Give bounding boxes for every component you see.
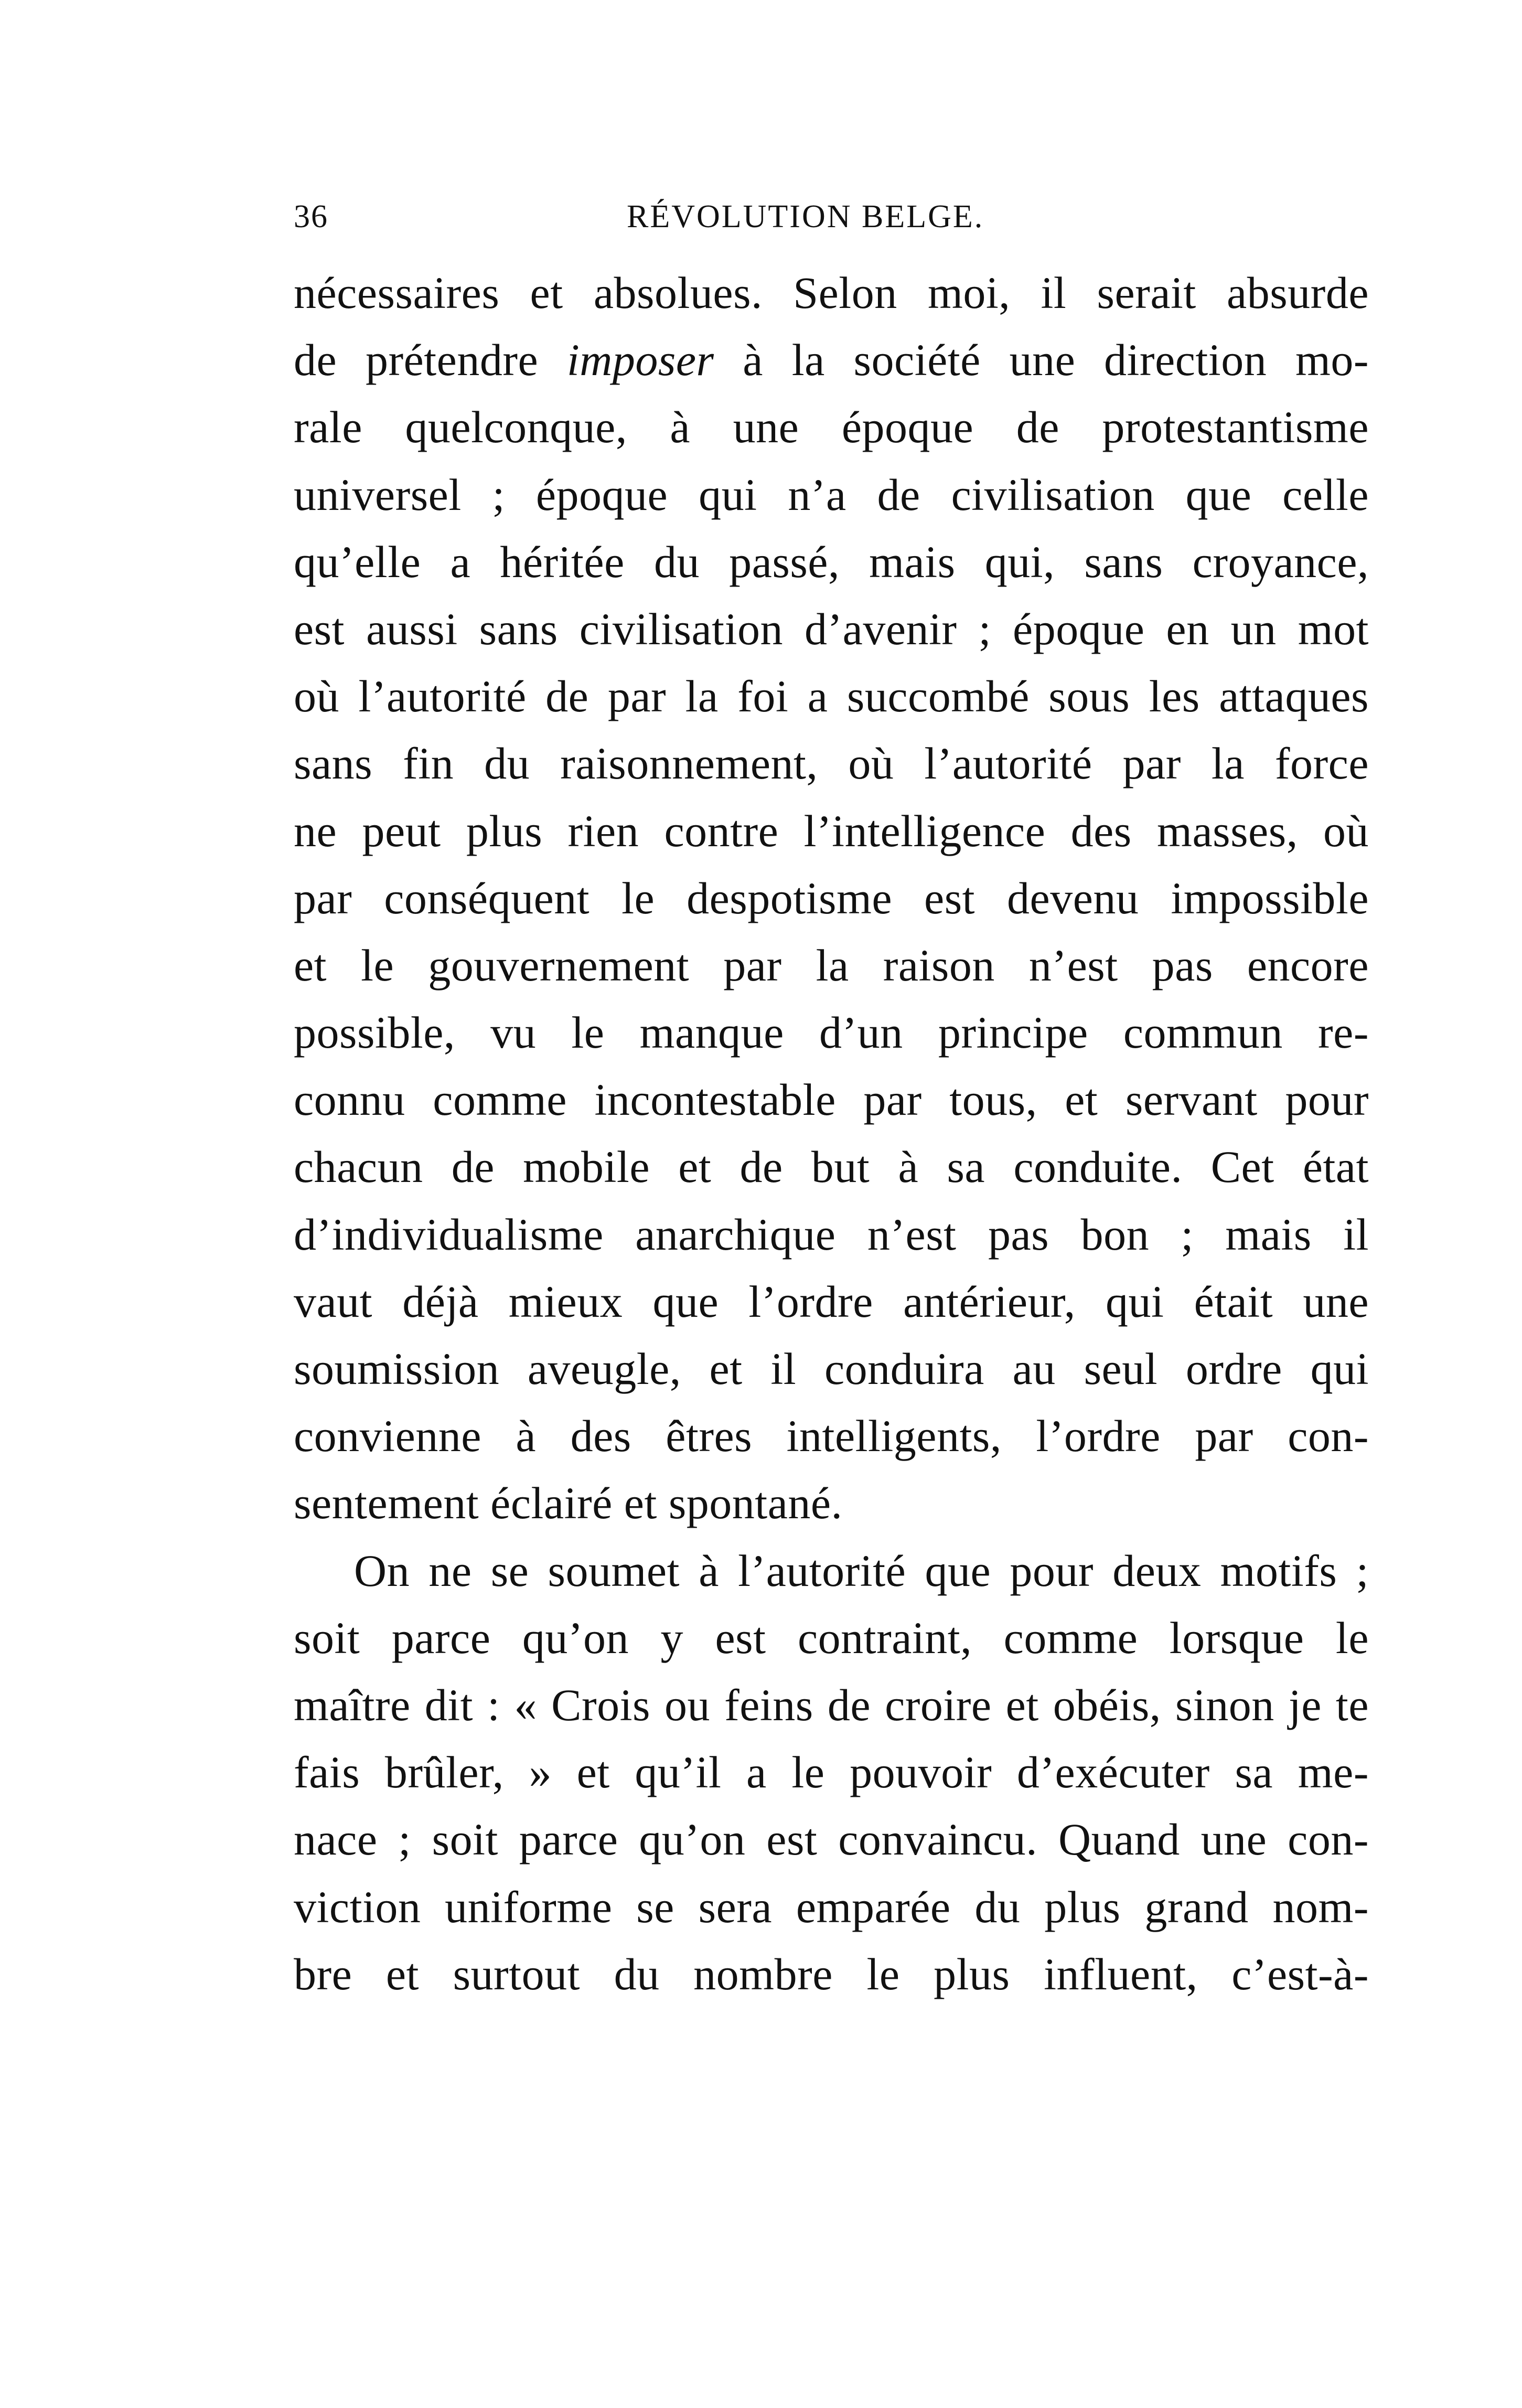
text-line: viction uniforme se sera emparée du plus grand nom-: [294, 1881, 1369, 1932]
text-line: connu comme incontestable par tous, et servant pour: [294, 1074, 1369, 1125]
text-line: possible, vu le manque d’un principe commun re-: [294, 1007, 1369, 1058]
running-title: RÉVOLUTION BELGE.: [627, 199, 984, 235]
text-line: nécessaires et absolues. Selon moi, il serait absurde: [294, 268, 1369, 318]
text-segment: de prétendre: [294, 335, 567, 386]
text-line: ne peut plus rien contre l’intelligence des masses, où: [294, 805, 1369, 856]
running-header: [294, 193, 1290, 240]
text-line-with-emphasis: [294, 326, 1369, 393]
paragraph-start-line: On ne se soumet à l’autorité que pour deux motifs ;: [354, 1545, 1369, 1596]
text-line: sans fin du raisonnement, où l’autorité par la force: [294, 738, 1369, 789]
text-line: fais brûler, » et qu’il a le pouvoir d’exécuter sa me-: [294, 1747, 1369, 1798]
text-line: soit parce qu’on y est contraint, comme lorsque le: [294, 1612, 1369, 1663]
text-line: d’individualisme anarchique n’est pas bon ; mais il: [294, 1209, 1369, 1260]
text-line: vaut déjà mieux que l’ordre antérieur, qui était une: [294, 1276, 1369, 1327]
text-segment: à la société une direction mo-: [714, 335, 1369, 386]
text-line: nace ; soit parce qu’on est convaincu. Quand une con-: [294, 1814, 1369, 1865]
page-number: 36: [294, 199, 328, 235]
paragraph-end-line: sentement éclairé et spontané.: [294, 1478, 843, 1529]
text-line: et le gouvernement par la raison n’est pas encore: [294, 940, 1369, 990]
text-line: bre et surtout du nombre le plus influent, c’est-à-: [294, 1948, 1369, 1999]
text-line: où l’autorité de par la foi a succombé sous les attaques: [294, 671, 1369, 722]
text-line: qu’elle a héritée du passé, mais qui, sans croyance,: [294, 536, 1369, 587]
text-line: maître dit : « Crois ou feins de croire et obéis, sinon je te: [294, 1679, 1369, 1730]
text-line: soumission aveugle, et il conduira au seul ordre qui: [294, 1344, 1369, 1394]
text-line: rale quelconque, à une époque de protestantisme: [294, 402, 1369, 453]
body-text: [294, 259, 1369, 2008]
text-line: est aussi sans civilisation d’avenir ; époque en un mot: [294, 603, 1369, 654]
text-line: convienne à des êtres intelligents, l’ordre par con-: [294, 1411, 1369, 1462]
text-line: universel ; époque qui n’a de civilisation que celle: [294, 469, 1369, 520]
emphasis-word: imposer: [566, 335, 714, 386]
text-line: chacun de mobile et de but à sa conduite. Cet état: [294, 1142, 1369, 1192]
text-line: par conséquent le despotisme est devenu impossible: [294, 872, 1369, 923]
